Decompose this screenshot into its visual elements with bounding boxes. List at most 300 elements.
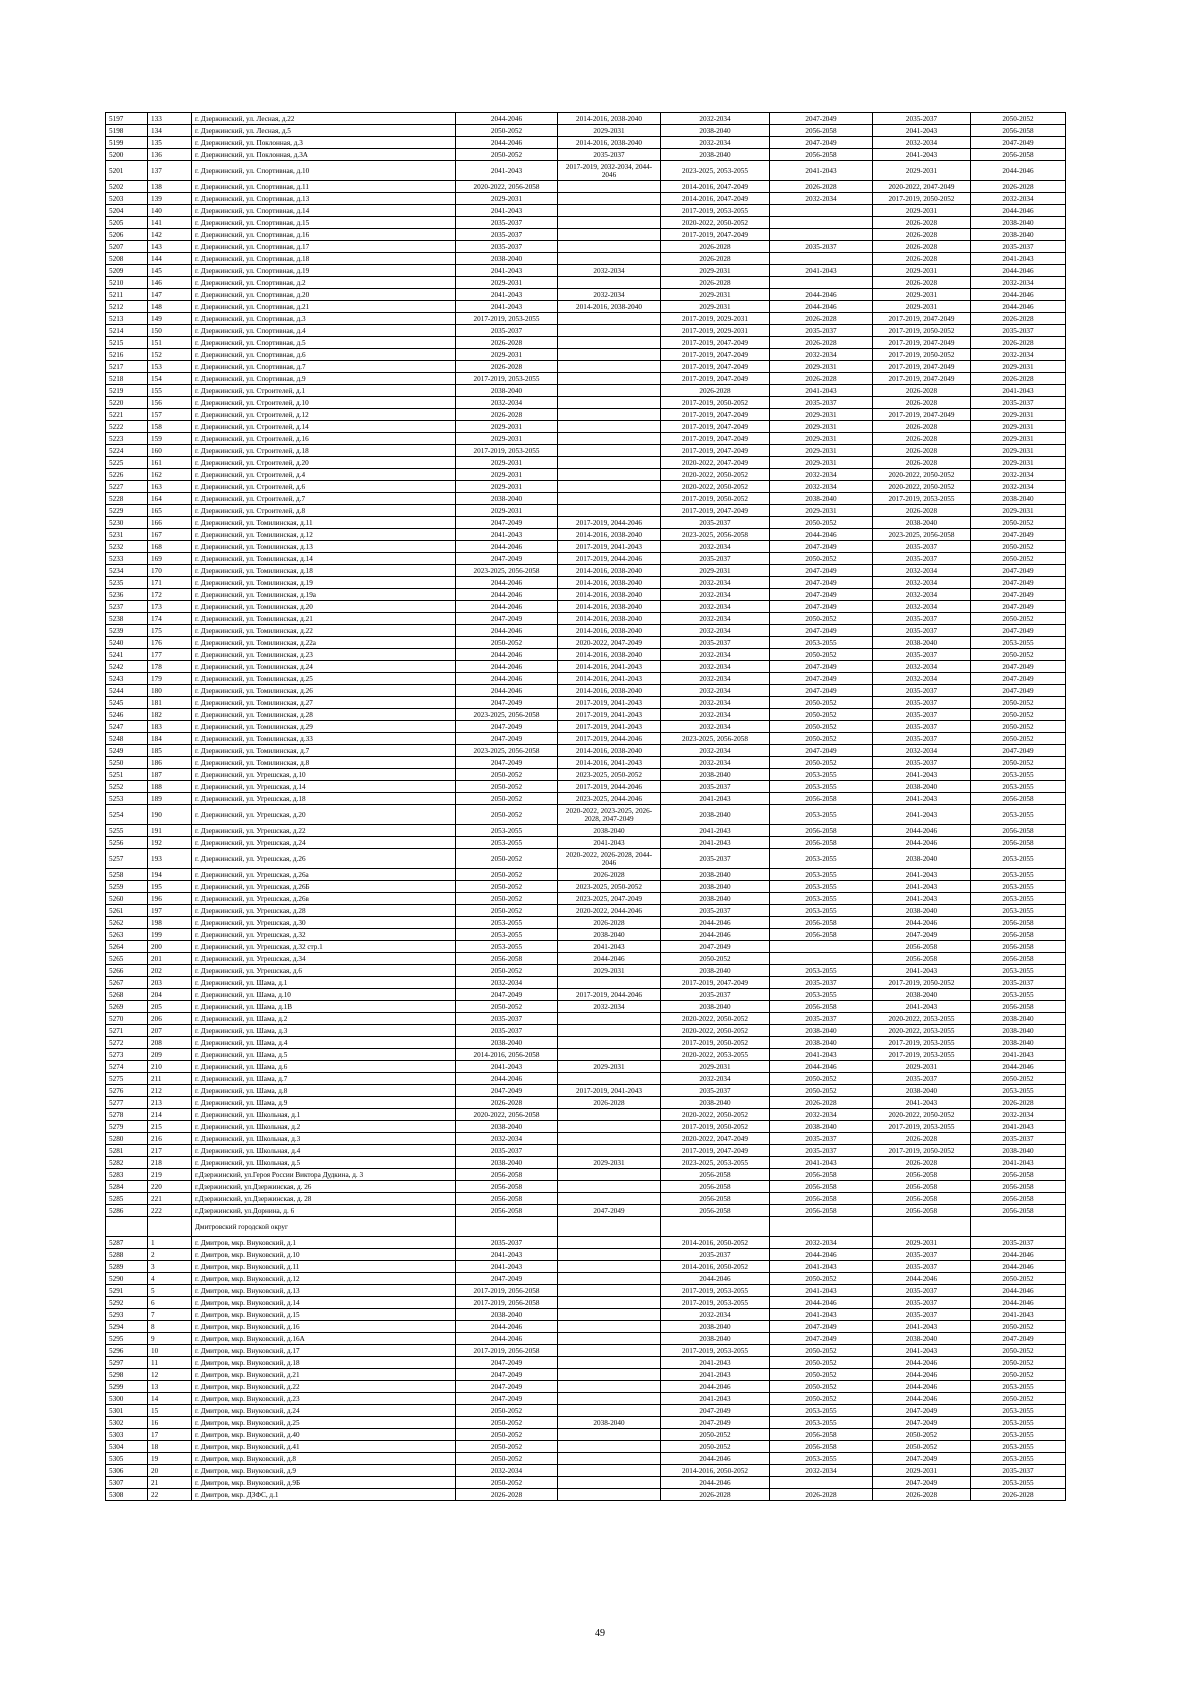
- table-cell: 2017-2019, 2044-2046: [558, 517, 661, 529]
- table-cell: 2029-2031: [971, 433, 1066, 445]
- table-row: [106, 469, 1066, 481]
- table-cell: 3: [148, 1261, 192, 1273]
- table-cell: 2041-2043: [661, 793, 770, 805]
- table-cell: 5307: [106, 1477, 148, 1489]
- table-cell: [558, 409, 661, 421]
- table-cell: 2044-2046: [971, 1061, 1066, 1073]
- table-row: [106, 1121, 1066, 1133]
- table-cell: 2038-2040: [661, 805, 770, 825]
- table-cell: 5308: [106, 1489, 148, 1501]
- table-cell: 2: [148, 1249, 192, 1261]
- table-cell: 2053-2055: [770, 905, 873, 917]
- table-cell: [558, 1429, 661, 1441]
- table-cell: 2050-2052: [770, 1273, 873, 1285]
- table-cell: 2017-2019, 2053-2055: [873, 1037, 971, 1049]
- table-cell: 5248: [106, 733, 148, 745]
- table-cell: 2047-2049: [971, 589, 1066, 601]
- table-cell: 2041-2043: [971, 1157, 1066, 1169]
- table-cell: 5208: [106, 253, 148, 265]
- table-cell: 2038-2040: [971, 1145, 1066, 1157]
- table-cell: 2026-2028: [770, 313, 873, 325]
- table-cell: 2038-2040: [873, 1333, 971, 1345]
- table-cell: г. Дзержинский, ул. Спортивная, д.4: [192, 325, 456, 337]
- table-cell: 2023-2025, 2047-2049: [558, 893, 661, 905]
- table-cell: 187: [148, 769, 192, 781]
- table-row: [106, 805, 1066, 825]
- table-cell: 2038-2040: [770, 1037, 873, 1049]
- table-cell: 2026-2028: [873, 241, 971, 253]
- table-cell: 2017-2019, 2032-2034, 2044-2046: [558, 161, 661, 181]
- table-cell: г. Дзержинский, ул. Томилинская, д.21: [192, 613, 456, 625]
- table-cell: 2032-2034: [873, 565, 971, 577]
- table-cell: г. Дмитров, мкр. Внуковский, д.24: [192, 1405, 456, 1417]
- table-cell: 2020-2022, 2053-2055: [873, 1013, 971, 1025]
- table-cell: 2038-2040: [456, 1157, 558, 1169]
- table-cell: 2050-2052: [971, 113, 1066, 125]
- table-row: [106, 301, 1066, 313]
- table-cell: 213: [148, 1097, 192, 1109]
- table-cell: 2050-2052: [661, 1441, 770, 1453]
- table-row: [106, 253, 1066, 265]
- table-cell: 5299: [106, 1381, 148, 1393]
- table-cell: 168: [148, 541, 192, 553]
- table-cell: 2029-2031: [971, 409, 1066, 421]
- table-cell: г. Дзержинский, ул. Спортивная, д.9: [192, 373, 456, 385]
- table-cell: 202: [148, 965, 192, 977]
- table-cell: 2032-2034: [456, 977, 558, 989]
- table-cell: 2029-2031: [456, 481, 558, 493]
- table-cell: 2014-2016, 2041-2043: [558, 673, 661, 685]
- table-cell: 5243: [106, 673, 148, 685]
- table-cell: г. Дзержинский, ул. Строителей, д.4: [192, 469, 456, 481]
- table-cell: 2029-2031: [770, 457, 873, 469]
- table-cell: 5266: [106, 965, 148, 977]
- table-cell: 199: [148, 929, 192, 941]
- table-cell: [456, 1217, 558, 1237]
- table-cell: 5206: [106, 229, 148, 241]
- table-cell: 2032-2034: [971, 469, 1066, 481]
- table-cell: 2026-2028: [558, 917, 661, 929]
- table-cell: [770, 277, 873, 289]
- table-cell: 2038-2040: [661, 869, 770, 881]
- table-row: [106, 1037, 1066, 1049]
- table-cell: 2044-2046: [770, 289, 873, 301]
- table-cell: 158: [148, 421, 192, 433]
- table-cell: 4: [148, 1273, 192, 1285]
- table-cell: 2032-2034: [770, 469, 873, 481]
- table-cell: 149: [148, 313, 192, 325]
- table-cell: г. Дзержинский, ул. Угрешская, д.34: [192, 953, 456, 965]
- table-cell: 5216: [106, 349, 148, 361]
- table-cell: 2041-2043: [971, 253, 1066, 265]
- table-cell: 142: [148, 229, 192, 241]
- table-cell: 2017-2019, 2041-2043: [558, 697, 661, 709]
- table-cell: 2044-2046: [770, 1249, 873, 1261]
- table-cell: [661, 1217, 770, 1237]
- table-cell: 2038-2040: [558, 1417, 661, 1429]
- table-cell: 2044-2046: [456, 1073, 558, 1085]
- table-cell: 211: [148, 1073, 192, 1085]
- table-cell: 5256: [106, 837, 148, 849]
- table-cell: 2050-2052: [770, 1073, 873, 1085]
- table-cell: [558, 1037, 661, 1049]
- table-cell: 2029-2031: [456, 457, 558, 469]
- table-cell: 2047-2049: [770, 745, 873, 757]
- table-cell: г. Дзержинский, ул. Шама, д.4: [192, 1037, 456, 1049]
- table-cell: [558, 193, 661, 205]
- table-cell: 2035-2037: [873, 757, 971, 769]
- table-cell: [558, 1393, 661, 1405]
- table-cell: 2026-2028: [873, 445, 971, 457]
- table-row: [106, 1297, 1066, 1309]
- table-row: [106, 125, 1066, 137]
- table-cell: 2047-2049: [456, 1085, 558, 1097]
- table-row: [106, 577, 1066, 589]
- table-row: [106, 769, 1066, 781]
- table-cell: г. Дзержинский, ул. Школьная, д.3: [192, 1133, 456, 1145]
- table-cell: 5295: [106, 1333, 148, 1345]
- table-cell: 2026-2028: [971, 337, 1066, 349]
- table-cell: 2020-2022, 2056-2058: [456, 1109, 558, 1121]
- table-cell: 2017-2019, 2053-2055: [873, 1121, 971, 1133]
- table-cell: [558, 493, 661, 505]
- table-cell: 2056-2058: [770, 1181, 873, 1193]
- table-cell: 5211: [106, 289, 148, 301]
- table-cell: г. Дзержинский, ул. Шама, д.10: [192, 989, 456, 1001]
- table-cell: 177: [148, 649, 192, 661]
- table-cell: 8: [148, 1321, 192, 1333]
- table-cell: 2041-2043: [873, 149, 971, 161]
- table-cell: 2050-2052: [456, 149, 558, 161]
- table-cell: 2017-2019, 2041-2043: [558, 721, 661, 733]
- table-cell: 2026-2028: [971, 313, 1066, 325]
- table-cell: 2017-2019, 2047-2049: [661, 373, 770, 385]
- table-cell: 2047-2049: [971, 1333, 1066, 1345]
- table-cell: 2029-2031: [971, 457, 1066, 469]
- table-cell: 2029-2031: [873, 1237, 971, 1249]
- table-cell: г. Дмитров, мкр. Внуковский, д.18: [192, 1357, 456, 1369]
- table-cell: 2050-2052: [456, 793, 558, 805]
- table-cell: 2029-2031: [873, 161, 971, 181]
- table-cell: 2056-2058: [971, 825, 1066, 837]
- table-cell: 2038-2040: [873, 1085, 971, 1097]
- table-cell: 2032-2034: [770, 1109, 873, 1121]
- table-row: [106, 1217, 1066, 1237]
- table-cell: 2056-2058: [770, 149, 873, 161]
- table-row: [106, 781, 1066, 793]
- table-cell: 2032-2034: [661, 137, 770, 149]
- table-cell: 2029-2031: [971, 505, 1066, 517]
- table-cell: 2041-2043: [456, 301, 558, 313]
- table-cell: 2026-2028: [873, 457, 971, 469]
- table-cell: [558, 1477, 661, 1489]
- table-cell: 2026-2028: [456, 1097, 558, 1109]
- table-cell: 2035-2037: [971, 397, 1066, 409]
- table-cell: [558, 205, 661, 217]
- table-cell: г.Дзержинский, ул.Героя России Виктора Дудкина, д. 3: [192, 1169, 456, 1181]
- table-cell: 5268: [106, 989, 148, 1001]
- table-cell: [558, 1441, 661, 1453]
- table-cell: 2053-2055: [770, 869, 873, 881]
- table-cell: 2017-2019, 2047-2049: [661, 977, 770, 989]
- table-cell: 2050-2052: [770, 1357, 873, 1369]
- table-cell: 2017-2019, 2050-2052: [873, 349, 971, 361]
- table-cell: [558, 1249, 661, 1261]
- table-cell: г. Дзержинский, ул. Спортивная, д.19: [192, 265, 456, 277]
- table-cell: 2017-2019, 2047-2049: [873, 361, 971, 373]
- table-cell: 2032-2034: [873, 673, 971, 685]
- table-cell: 2017-2019, 2044-2046: [558, 553, 661, 565]
- table-cell: 2032-2034: [661, 697, 770, 709]
- table-cell: 2050-2052: [456, 1477, 558, 1489]
- table-row: [106, 1333, 1066, 1345]
- table-cell: г. Дзержинский, ул. Угрешская, д.30: [192, 917, 456, 929]
- table-cell: 159: [148, 433, 192, 445]
- table-cell: 2050-2052: [456, 637, 558, 649]
- table-cell: 2041-2043: [661, 1369, 770, 1381]
- table-cell: [558, 181, 661, 193]
- table-cell: 2056-2058: [971, 929, 1066, 941]
- table-cell: [558, 337, 661, 349]
- table-cell: 5227: [106, 481, 148, 493]
- table-row: [106, 589, 1066, 601]
- table-cell: 2026-2028: [770, 1489, 873, 1501]
- table-cell: [558, 385, 661, 397]
- table-cell: 2038-2040: [873, 781, 971, 793]
- table-row: [106, 757, 1066, 769]
- table-cell: 11: [148, 1357, 192, 1369]
- table-cell: [558, 1145, 661, 1157]
- table-cell: 2029-2031: [971, 421, 1066, 433]
- table-cell: г. Дзержинский, ул. Строителей, д.1: [192, 385, 456, 397]
- table-cell: 2029-2031: [873, 1061, 971, 1073]
- table-cell: 2014-2016, 2050-2052: [661, 1261, 770, 1273]
- table-cell: 5281: [106, 1145, 148, 1157]
- table-cell: 2014-2016, 2038-2040: [558, 137, 661, 149]
- table-cell: 2017-2019, 2047-2049: [661, 445, 770, 457]
- table-cell: 2050-2052: [456, 881, 558, 893]
- table-cell: г. Дзержинский, ул. Строителей, д.18: [192, 445, 456, 457]
- table-cell: 201: [148, 953, 192, 965]
- table-cell: 2032-2034: [873, 589, 971, 601]
- table-cell: 2050-2052: [971, 1273, 1066, 1285]
- table-cell: 5209: [106, 265, 148, 277]
- table-cell: 2035-2037: [770, 241, 873, 253]
- table-cell: 2050-2052: [971, 649, 1066, 661]
- table-cell: 2047-2049: [770, 601, 873, 613]
- table-cell: 2032-2034: [661, 601, 770, 613]
- table-cell: 5253: [106, 793, 148, 805]
- table-cell: 2017-2019, 2056-2058: [456, 1297, 558, 1309]
- table-cell: 2047-2049: [770, 661, 873, 673]
- table-cell: 2029-2031: [456, 469, 558, 481]
- table-cell: 5261: [106, 905, 148, 917]
- table-cell: 5288: [106, 1249, 148, 1261]
- table-cell: 2047-2049: [456, 553, 558, 565]
- table-cell: 2053-2055: [456, 917, 558, 929]
- table-cell: 2044-2046: [661, 1381, 770, 1393]
- table-cell: 2041-2043: [873, 1321, 971, 1333]
- table-cell: 2038-2040: [661, 1321, 770, 1333]
- table-row: [106, 181, 1066, 193]
- table-cell: 5236: [106, 589, 148, 601]
- table-cell: [558, 361, 661, 373]
- table-cell: 2047-2049: [770, 673, 873, 685]
- table-cell: 5220: [106, 397, 148, 409]
- table-row: [106, 193, 1066, 205]
- table-row: [106, 553, 1066, 565]
- table-cell: 2026-2028: [661, 385, 770, 397]
- table-cell: 164: [148, 493, 192, 505]
- table-cell: 186: [148, 757, 192, 769]
- table-cell: 2038-2040: [971, 229, 1066, 241]
- table-cell: 2044-2046: [456, 625, 558, 637]
- table-cell: г. Дзержинский, ул. Угрешская, д.6: [192, 965, 456, 977]
- table-cell: 2017-2019, 2053-2055: [873, 1049, 971, 1061]
- table-cell: г. Дзержинский, ул. Шама, д.7: [192, 1073, 456, 1085]
- table-cell: г. Дзержинский, ул. Строителей, д.6: [192, 481, 456, 493]
- table-cell: 2044-2046: [661, 1273, 770, 1285]
- table-cell: 2056-2058: [770, 1429, 873, 1441]
- table-cell: 2029-2031: [558, 1061, 661, 1073]
- table-cell: 2044-2046: [456, 1321, 558, 1333]
- table-cell: 5245: [106, 697, 148, 709]
- table-cell: [558, 229, 661, 241]
- table-cell: 2038-2040: [971, 1037, 1066, 1049]
- table-cell: 2053-2055: [770, 805, 873, 825]
- table-cell: 5207: [106, 241, 148, 253]
- table-cell: 2032-2034: [456, 1133, 558, 1145]
- table-row: [106, 325, 1066, 337]
- table-cell: 2014-2016, 2038-2040: [558, 649, 661, 661]
- table-row: [106, 1417, 1066, 1429]
- table-cell: 2020-2022, 2050-2052: [661, 469, 770, 481]
- table-cell: 218: [148, 1157, 192, 1169]
- table-cell: г. Дзержинский, ул. Томилинская, д.25: [192, 673, 456, 685]
- table-cell: 2053-2055: [971, 965, 1066, 977]
- table-cell: 5251: [106, 769, 148, 781]
- table-cell: г. Дзержинский, ул. Спортивная, д.3: [192, 313, 456, 325]
- table-cell: г. Дзержинский, ул. Томилинская, д.24: [192, 661, 456, 673]
- table-cell: 18: [148, 1441, 192, 1453]
- table-cell: 2050-2052: [456, 805, 558, 825]
- table-cell: [558, 1049, 661, 1061]
- table-cell: г. Дзержинский, ул. Спортивная, д.2: [192, 277, 456, 289]
- table-cell: 2047-2049: [770, 113, 873, 125]
- table-cell: 2044-2046: [873, 1357, 971, 1369]
- table-cell: 2029-2031: [661, 265, 770, 277]
- table-cell: [558, 433, 661, 445]
- table-cell: 2035-2037: [661, 517, 770, 529]
- table-cell: 2020-2022, 2023-2025, 2026-2028, 2047-2049: [558, 805, 661, 825]
- table-row: [106, 1309, 1066, 1321]
- table-cell: 2014-2016, 2038-2040: [558, 613, 661, 625]
- table-cell: 2053-2055: [770, 965, 873, 977]
- table-cell: 2026-2028: [456, 361, 558, 373]
- table-cell: 2050-2052: [456, 849, 558, 869]
- table-cell: 2020-2022, 2056-2058: [456, 181, 558, 193]
- table-cell: 214: [148, 1109, 192, 1121]
- table-cell: 5205: [106, 217, 148, 229]
- table-cell: г.Дзержинский, ул.Дзержинская, д. 26: [192, 1181, 456, 1193]
- table-row: [106, 565, 1066, 577]
- table-cell: г. Дзержинский, ул. Шама, д.1В: [192, 1001, 456, 1013]
- table-row: [106, 869, 1066, 881]
- table-cell: 2029-2031: [770, 445, 873, 457]
- table-cell: 2053-2055: [770, 849, 873, 869]
- table-cell: 175: [148, 625, 192, 637]
- table-cell: 2017-2019, 2047-2049: [661, 349, 770, 361]
- table-cell: 2017-2019, 2050-2052: [873, 325, 971, 337]
- table-row: [106, 1393, 1066, 1405]
- table-cell: 14: [148, 1393, 192, 1405]
- table-cell: 2026-2028: [971, 1097, 1066, 1109]
- table-cell: 2017-2019, 2041-2043: [558, 709, 661, 721]
- table-cell: 2038-2040: [971, 493, 1066, 505]
- table-cell: 2035-2037: [971, 977, 1066, 989]
- table-cell: 2053-2055: [971, 849, 1066, 869]
- table-cell: 2020-2022, 2050-2052: [873, 469, 971, 481]
- table-cell: 2053-2055: [971, 881, 1066, 893]
- table-cell: 154: [148, 373, 192, 385]
- table-cell: 2053-2055: [770, 637, 873, 649]
- table-cell: г. Дмитров, мкр. Внуковский, д.41: [192, 1441, 456, 1453]
- table-cell: 2044-2046: [770, 1061, 873, 1073]
- table-cell: 153: [148, 361, 192, 373]
- table-cell: 2029-2031: [770, 409, 873, 421]
- table-cell: 2050-2052: [971, 709, 1066, 721]
- table-cell: г. Дмитров, мкр. Внуковский, д.12: [192, 1273, 456, 1285]
- table-cell: 5213: [106, 313, 148, 325]
- table-cell: 2032-2034: [558, 289, 661, 301]
- table-cell: 2053-2055: [770, 781, 873, 793]
- table-cell: 2017-2019, 2047-2049: [661, 361, 770, 373]
- table-cell: 2053-2055: [971, 1441, 1066, 1453]
- table-cell: 2017-2019, 2056-2058: [456, 1345, 558, 1357]
- table-cell: 5214: [106, 325, 148, 337]
- table-cell: 2026-2028: [873, 505, 971, 517]
- table-cell: г. Дзержинский, ул. Томилинская, д.7: [192, 745, 456, 757]
- table-cell: 5250: [106, 757, 148, 769]
- table-cell: [558, 1109, 661, 1121]
- table-row: [106, 825, 1066, 837]
- table-cell: г. Дзержинский, ул. Лесная, д.5: [192, 125, 456, 137]
- table-cell: 5264: [106, 941, 148, 953]
- table-cell: 2032-2034: [971, 1109, 1066, 1121]
- table-row: [106, 1157, 1066, 1169]
- table-cell: 2029-2031: [456, 193, 558, 205]
- table-cell: [770, 229, 873, 241]
- table-cell: 2017-2019, 2041-2043: [558, 1085, 661, 1097]
- table-cell: 2023-2025, 2044-2046: [558, 793, 661, 805]
- table-cell: 5303: [106, 1429, 148, 1441]
- table-cell: 5271: [106, 1025, 148, 1037]
- table-cell: 2044-2046: [661, 929, 770, 941]
- table-cell: 2056-2058: [770, 793, 873, 805]
- table-cell: 2056-2058: [770, 125, 873, 137]
- table-cell: 5284: [106, 1181, 148, 1193]
- table-cell: 2047-2049: [770, 625, 873, 637]
- table-cell: 2029-2031: [558, 1157, 661, 1169]
- table-cell: 2017-2019, 2029-2031: [661, 313, 770, 325]
- table-cell: [558, 1121, 661, 1133]
- table-cell: 5292: [106, 1297, 148, 1309]
- table-cell: 2035-2037: [873, 1309, 971, 1321]
- table-cell: 2026-2028: [661, 241, 770, 253]
- table-cell: 155: [148, 385, 192, 397]
- table-row: [106, 1133, 1066, 1145]
- table-cell: 2047-2049: [971, 565, 1066, 577]
